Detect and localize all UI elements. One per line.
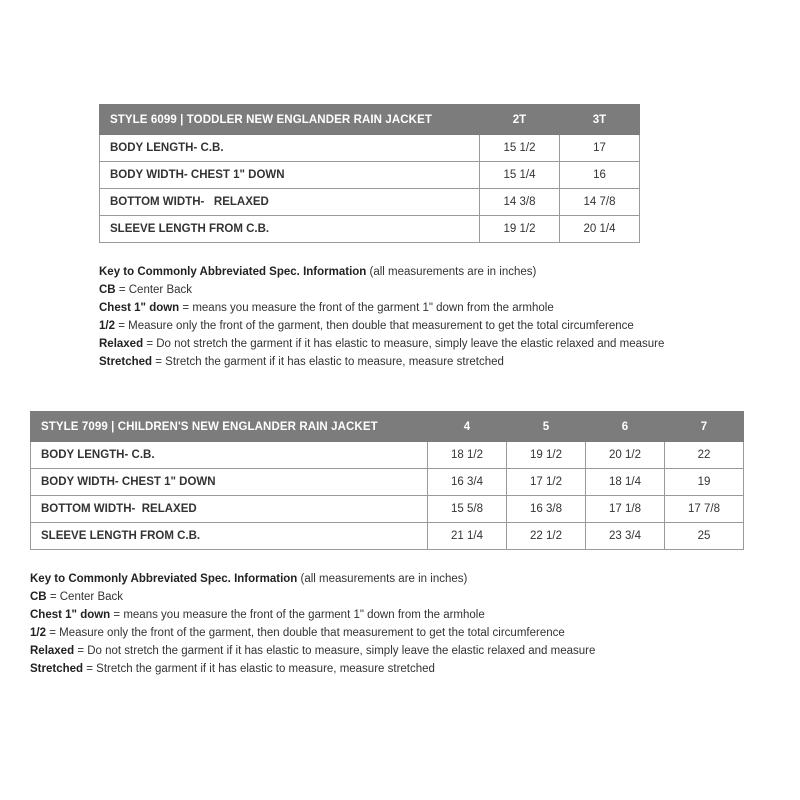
measurement-value: 17	[560, 135, 640, 162]
key-item	[30, 642, 595, 660]
table-row	[31, 442, 744, 469]
table-row	[31, 496, 744, 523]
key-term: Relaxed	[99, 338, 144, 350]
key-desc: = means you measure the front of the garment 1" down from the armhole	[182, 302, 554, 314]
measurement-value: 16 3/4	[428, 469, 507, 496]
measurement-value: 20 1/2	[586, 442, 665, 469]
measurement-value: 19 1/2	[480, 216, 560, 243]
measurement-value: 21 1/4	[428, 523, 507, 550]
size-header: 3T	[560, 105, 640, 135]
key-item	[99, 335, 664, 353]
measurement-value: 19 1/2	[507, 442, 586, 469]
table-row	[100, 135, 640, 162]
key-item	[99, 353, 664, 371]
measurement-value: 16 3/8	[507, 496, 586, 523]
key-title: Key to Commonly Abbreviated Spec. Information	[30, 573, 298, 585]
measurement-label: SLEEVE LENGTH FROM C.B.	[31, 523, 428, 550]
measurement-value: 14 3/8	[480, 189, 560, 216]
key-title: Key to Commonly Abbreviated Spec. Information	[99, 266, 367, 278]
table-header-row	[31, 412, 744, 442]
size-header: 2T	[480, 105, 560, 135]
measurement-value: 18 1/2	[428, 442, 507, 469]
measurement-value: 15 1/2	[480, 135, 560, 162]
measurement-value: 17 1/8	[586, 496, 665, 523]
key-desc: = Stretch the garment if it has elastic to measure, measure stretched	[155, 356, 504, 368]
key-desc: = Center Back	[49, 591, 124, 603]
abbreviation-key	[99, 263, 664, 371]
childrens-size-table	[30, 411, 744, 550]
key-title-note: (all measurements are in inches)	[300, 573, 468, 585]
measurement-label: BODY WIDTH- CHEST 1" DOWN	[31, 469, 428, 496]
key-term: Chest 1" down	[99, 302, 180, 314]
measurement-value: 19	[665, 469, 744, 496]
key-desc: = Do not stretch the garment if it has elastic to measure, simply leave the elastic relaxed and measure	[77, 645, 596, 657]
key-term: CB	[30, 591, 47, 603]
table-row	[100, 216, 640, 243]
key-desc: = Stretch the garment if it has elastic to measure, measure stretched	[86, 663, 435, 675]
measurement-value: 22	[665, 442, 744, 469]
measurement-label: BODY LENGTH- C.B.	[31, 442, 428, 469]
key-item	[99, 299, 664, 317]
key-item	[30, 606, 595, 624]
size-header: 6	[586, 412, 665, 442]
table-header-row	[100, 105, 640, 135]
key-desc: = Measure only the front of the garment, then double that measurement to get the total circumference	[49, 627, 565, 639]
key-desc: = Center Back	[118, 284, 193, 296]
measurement-value: 23 3/4	[586, 523, 665, 550]
table-row	[31, 469, 744, 496]
measurement-label: BOTTOM WIDTH- RELAXED	[100, 189, 480, 216]
measurement-value: 17 1/2	[507, 469, 586, 496]
style-header: STYLE 7099 | CHILDREN'S NEW ENGLANDER RAIN JACKET	[31, 412, 428, 442]
key-desc: = Do not stretch the garment if it has elastic to measure, simply leave the elastic relaxed and measure	[146, 338, 665, 350]
table-row	[100, 162, 640, 189]
size-header: 5	[507, 412, 586, 442]
measurement-value: 20 1/4	[560, 216, 640, 243]
measurement-label: BOTTOM WIDTH- RELAXED	[31, 496, 428, 523]
measurement-value: 25	[665, 523, 744, 550]
key-term: Chest 1" down	[30, 609, 111, 621]
toddler-size-table	[99, 104, 640, 243]
key-term: Stretched	[99, 356, 153, 368]
size-header: 4	[428, 412, 507, 442]
measurement-value: 22 1/2	[507, 523, 586, 550]
key-desc: = means you measure the front of the garment 1" down from the armhole	[113, 609, 485, 621]
measurement-label: SLEEVE LENGTH FROM C.B.	[100, 216, 480, 243]
key-title-line	[99, 263, 664, 281]
measurement-value: 16	[560, 162, 640, 189]
measurement-value: 15 5/8	[428, 496, 507, 523]
key-term: 1/2	[99, 320, 115, 332]
measurement-value: 17 7/8	[665, 496, 744, 523]
table-row	[100, 189, 640, 216]
style-header: STYLE 6099 | TODDLER NEW ENGLANDER RAIN JACKET	[100, 105, 480, 135]
measurement-label: BODY LENGTH- C.B.	[100, 135, 480, 162]
key-item	[99, 317, 664, 335]
size-header: 7	[665, 412, 744, 442]
key-title-line	[30, 570, 595, 588]
key-title-note: (all measurements are in inches)	[369, 266, 537, 278]
key-item	[30, 588, 595, 606]
key-term: CB	[99, 284, 116, 296]
measurement-label: BODY WIDTH- CHEST 1" DOWN	[100, 162, 480, 189]
abbreviation-key	[30, 570, 595, 678]
key-term: 1/2	[30, 627, 46, 639]
table-row	[31, 523, 744, 550]
key-item	[99, 281, 664, 299]
key-item	[30, 624, 595, 642]
key-term: Stretched	[30, 663, 84, 675]
key-term: Relaxed	[30, 645, 75, 657]
measurement-value: 14 7/8	[560, 189, 640, 216]
key-item	[30, 660, 595, 678]
measurement-value: 18 1/4	[586, 469, 665, 496]
measurement-value: 15 1/4	[480, 162, 560, 189]
key-desc: = Measure only the front of the garment, then double that measurement to get the total circumference	[118, 320, 634, 332]
